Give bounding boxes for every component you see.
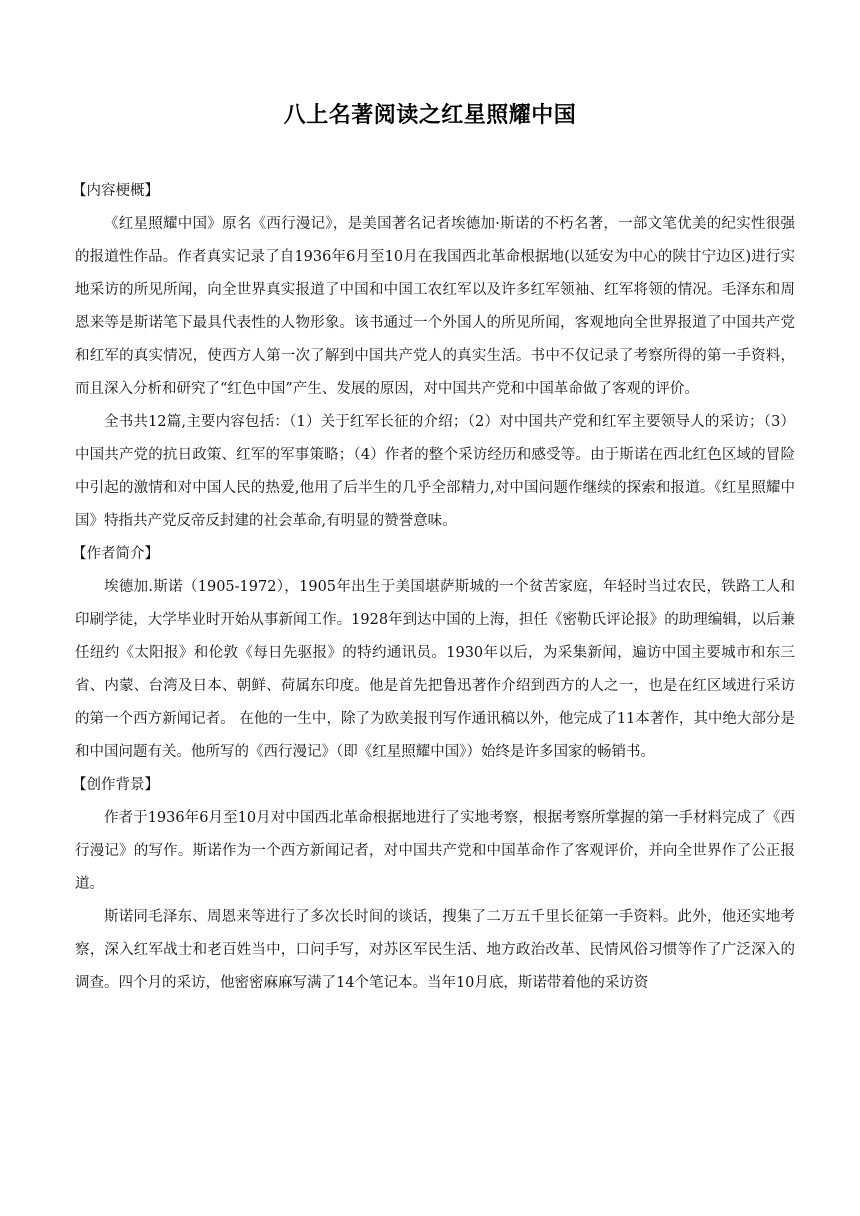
paragraph: 《红星照耀中国》原名《西行漫记》，是美国著名记者埃德加·斯诺的不朽名著，一部文笔优美的纪实性很强的报道性作品。作者真实记录了自1936年6月至10月在我国西北革命根据地(以延安为中心的陕甘宁边区)进行实地采访的所见所闻，向全世界真实报道了中国和中国工农红军以及许多红军领袖、红军将领的情况。毛泽东和周恩来等是斯诺笔下最具代表性的人物形象。该书通过一个外国人的所见所闻，客观地向全世界报道了中国共产党和红军的真实情况，使西方人第一次了解到中国共产党人的真实生活。书中不仅记录了考察所得的第一手资料，而且深入分析和研究了“红色中国”产生、发展的原因，对中国共产党和中国革命做了客观的评价。 <box>75 216 795 397</box>
section-heading: 【内容梗概】 <box>72 183 159 199</box>
paragraph: 斯诺同毛泽东、周恩来等进行了多次长时间的谈话，搜集了二万五千里长征第一手资料。此外，他还实地考察，深入红军战士和老百姓当中，口问手写，对苏区军民生活、地方政治改革、民情风俗习惯等作了广泛深入的调查。四个月的采访，他密密麻麻写满了14个笔记本。当年10月底，斯诺带着他的采访资 <box>75 909 795 991</box>
paragraph: 全书共12篇,主要内容包括：（1）关于红军长征的介绍；（2）对中国共产党和红军主要领导人的采访；（3）中国共产党的抗日政策、红军的军事策略；（4）作者的整个采访经历和感受等。由于斯诺在西北红色区域的冒险中引起的激情和对中国人民的热爱,他用了后半生的几乎全部精力,对中国问题作继续的探索和报道。《红星照耀中国》特指共产党反帝反封建的社会革命,有明显的赞誉意味。 <box>75 414 795 529</box>
section-heading: 【作者简介】 <box>72 546 159 562</box>
section-summary <box>72 175 795 538</box>
section-heading: 【创作背景】 <box>72 777 159 793</box>
section-background <box>72 769 795 1000</box>
section-author <box>72 538 795 769</box>
document-body <box>72 175 795 1000</box>
document-title: 八上名著阅读之红星照耀中国 <box>283 103 577 128</box>
paragraph: 作者于1936年6月至10月对中国西北革命根据地进行了实地考察，根据考察所掌握的第一手材料完成了《西行漫记》的写作。斯诺作为一个西方新闻记者，对中国共产党和中国革命作了客观评价，并向全世界作了公正报道。 <box>75 810 795 892</box>
paragraph: 埃德加.斯诺（1905-1972），1905年出生于美国堪萨斯城的一个贫苦家庭，年轻时当过农民，铁路工人和印刷学徒，大学毕业时开始从事新闻工作。1928年到达中国的上海，担任《密勒氏评论报》的助理编辑，以后兼任纽约《太阳报》和伦敦《每日先驱报》的特约通讯员。1930年以后，为采集新闻，遍访中国主要城市和东三省、内蒙、台湾及日本、朝鲜、荷属东印度。他是首先把鲁迅著作介绍到西方的人之一，也是在红区域进行采访的第一个西方新闻记者。 在他的一生中，除了为欧美报刊写作通讯稿以外，他完成了11本著作，其中绝大部分是和中国问题有关。他所写的《西行漫记》（即《红星照耀中国》）始终是许多国家的畅销书。 <box>75 579 795 760</box>
